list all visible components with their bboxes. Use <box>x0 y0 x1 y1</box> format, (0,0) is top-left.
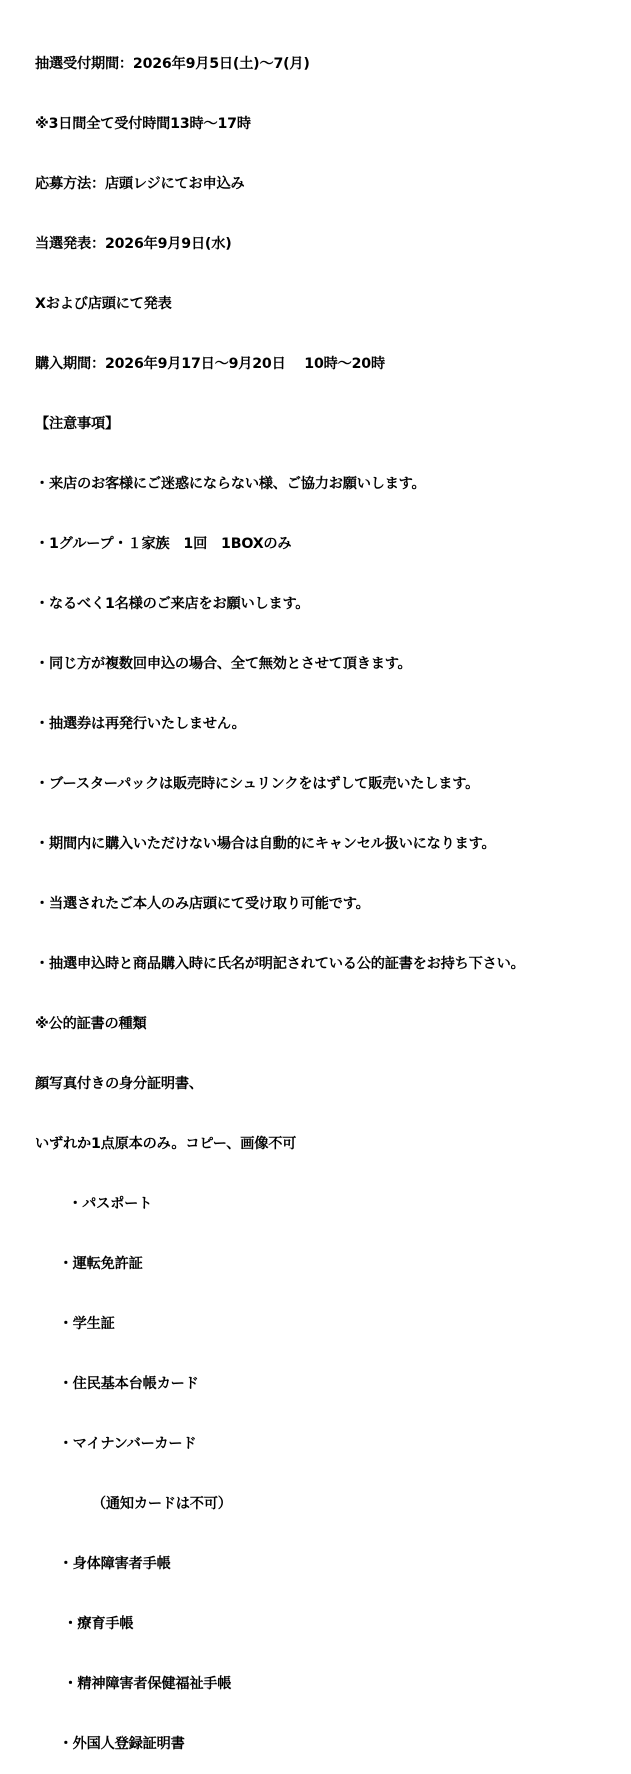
note-item: ・同じ方が複数回申込の場合、全て無効とさせて頂きます。 <box>35 656 412 672</box>
winner-announcement-line: 当選発表：2026年9月9日(水) <box>35 236 232 252</box>
note-item: ・当選されたご本人のみ店頭にて受け取り可能です。 <box>35 896 370 912</box>
id-type-item: ・身体障害者手帳 <box>35 1556 171 1572</box>
note-item: ・来店のお客様にご迷惑にならない様、ご協力お願いします。 <box>35 476 426 492</box>
note-item: ・期間内に購入いただけない場合は自動的にキャンセル扱いになります。 <box>35 836 496 852</box>
note-item: ・1グループ・１家族 1回 1BOXのみ <box>35 536 292 552</box>
id-type-item: ・住民基本台帳カード <box>35 1376 199 1392</box>
lottery-period-line: 抽選受付期間：2026年9月5日(土)〜7(月) <box>35 56 310 72</box>
id-type-subnote: （通知カードは不可） <box>35 1496 232 1512</box>
id-type-item: ・マイナンバーカード <box>35 1436 197 1452</box>
purchase-period-line: 購入期間：2026年9月17日〜9月20日 10時〜20時 <box>35 356 385 372</box>
lottery-notice <box>35 14 625 1774</box>
note-item: ・ブースターパックは販売時にシュリンクをはずして販売いたします。 <box>35 776 480 792</box>
id-type-item: ・療育手帳 <box>35 1616 134 1632</box>
id-requirement-line: 顔写真付きの身分証明書、 <box>35 1076 203 1092</box>
id-type-item: ・学生証 <box>35 1316 115 1332</box>
reception-hours-line: ※3日間全て受付時間13時〜17時 <box>35 116 251 132</box>
note-item: ・なるべく1名様のご来店をお願いします。 <box>35 596 310 612</box>
note-item: ・抽選申込時と商品購入時に氏名が明記されている公的証書をお持ち下さい。 <box>35 956 525 972</box>
notes-heading: 【注意事項】 <box>35 416 119 432</box>
id-requirement-line: いずれか1点原本のみ。コピー、画像不可 <box>35 1136 297 1152</box>
announcement-channels-line: Xおよび店頭にて発表 <box>35 296 172 312</box>
id-type-item: ・精神障害者保健福祉手帳 <box>35 1676 232 1692</box>
id-type-item: ・外国人登録証明書 <box>35 1736 185 1752</box>
note-item: ・抽選券は再発行いたしません。 <box>35 716 246 732</box>
id-type-item: ・パスポート <box>35 1196 153 1212</box>
id-types-heading: ※公的証書の種類 <box>35 1016 147 1032</box>
application-method-line: 応募方法：店頭レジにてお申込み <box>35 176 245 192</box>
id-type-item: ・運転免許証 <box>35 1256 143 1272</box>
